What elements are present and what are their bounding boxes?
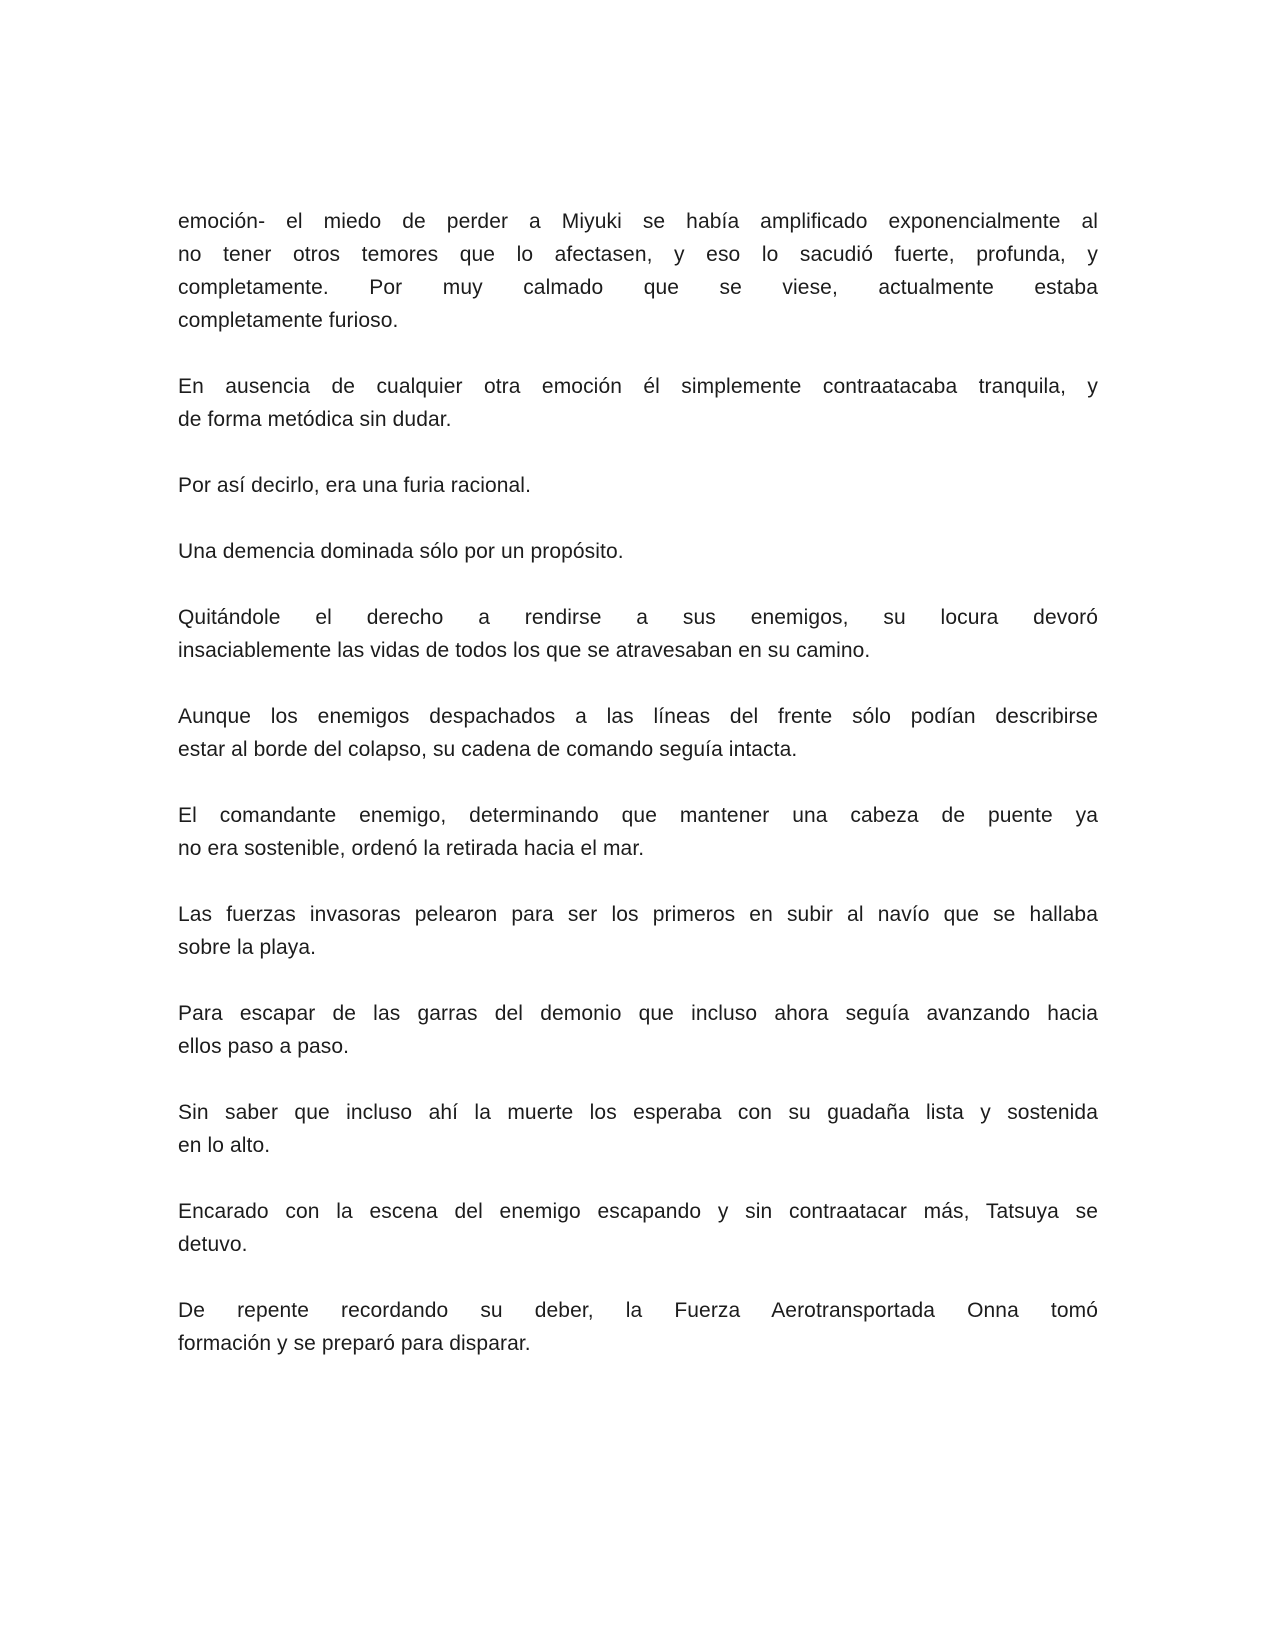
paragraph [178,535,1098,568]
paragraph [178,205,1098,337]
text-line: Para escapar de las garras del demonio que incluso ahora seguía avanzando hacia [178,1002,1098,1025]
text-line: En ausencia de cualquier otra emoción él simplemente contraatacaba tranquila, y [178,375,1098,398]
paragraph [178,601,1098,667]
text-line: ellos paso a paso. [178,1035,350,1058]
paragraph [178,1096,1098,1162]
paragraph [178,1195,1098,1261]
text-line: insaciablemente las vidas de todos los que se atravesaban en su camino. [178,639,871,662]
text-line: Sin saber que incluso ahí la muerte los esperaba con su guadaña lista y sostenida [178,1101,1098,1124]
text-line: en lo alto. [178,1134,271,1157]
text-line: estar al borde del colapso, su cadena de comando seguía intacta. [178,738,798,761]
text-line: Por así decirlo, era una furia racional. [178,474,532,497]
text-line: detuvo. [178,1233,248,1256]
text-line: formación y se preparó para disparar. [178,1332,531,1355]
text-line: emoción- el miedo de perder a Miyuki se había amplificado exponencialmente al [178,210,1098,233]
paragraph [178,799,1098,865]
text-line: De repente recordando su deber, la Fuerza Aerotransportada Onna tomó [178,1299,1098,1322]
paragraph [178,898,1098,964]
paragraph [178,469,1098,502]
text-line: El comandante enemigo, determinando que mantener una cabeza de puente ya [178,804,1098,827]
text-line: completamente furioso. [178,309,399,332]
text-line: Las fuerzas invasoras pelearon para ser los primeros en subir al navío que se hallaba [178,903,1098,926]
text-line: no era sostenible, ordenó la retirada hacia el mar. [178,837,645,860]
text-line: no tener otros temores que lo afectasen, y eso lo sacudió fuerte, profunda, y [178,243,1098,266]
text-line: completamente. Por muy calmado que se viese, actualmente estaba [178,276,1098,299]
text-block [178,205,1098,1393]
text-line: Una demencia dominada sólo por un propósito. [178,540,624,563]
paragraph [178,700,1098,766]
paragraph [178,1294,1098,1360]
text-line: de forma metódica sin dudar. [178,408,452,431]
text-line: sobre la playa. [178,936,317,959]
paragraph [178,370,1098,436]
text-line: Aunque los enemigos despachados a las líneas del frente sólo podían describirse [178,705,1098,728]
text-line: Encarado con la escena del enemigo escapando y sin contraatacar más, Tatsuya se [178,1200,1098,1223]
paragraph [178,997,1098,1063]
text-line: Quitándole el derecho a rendirse a sus enemigos, su locura devoró [178,606,1098,629]
